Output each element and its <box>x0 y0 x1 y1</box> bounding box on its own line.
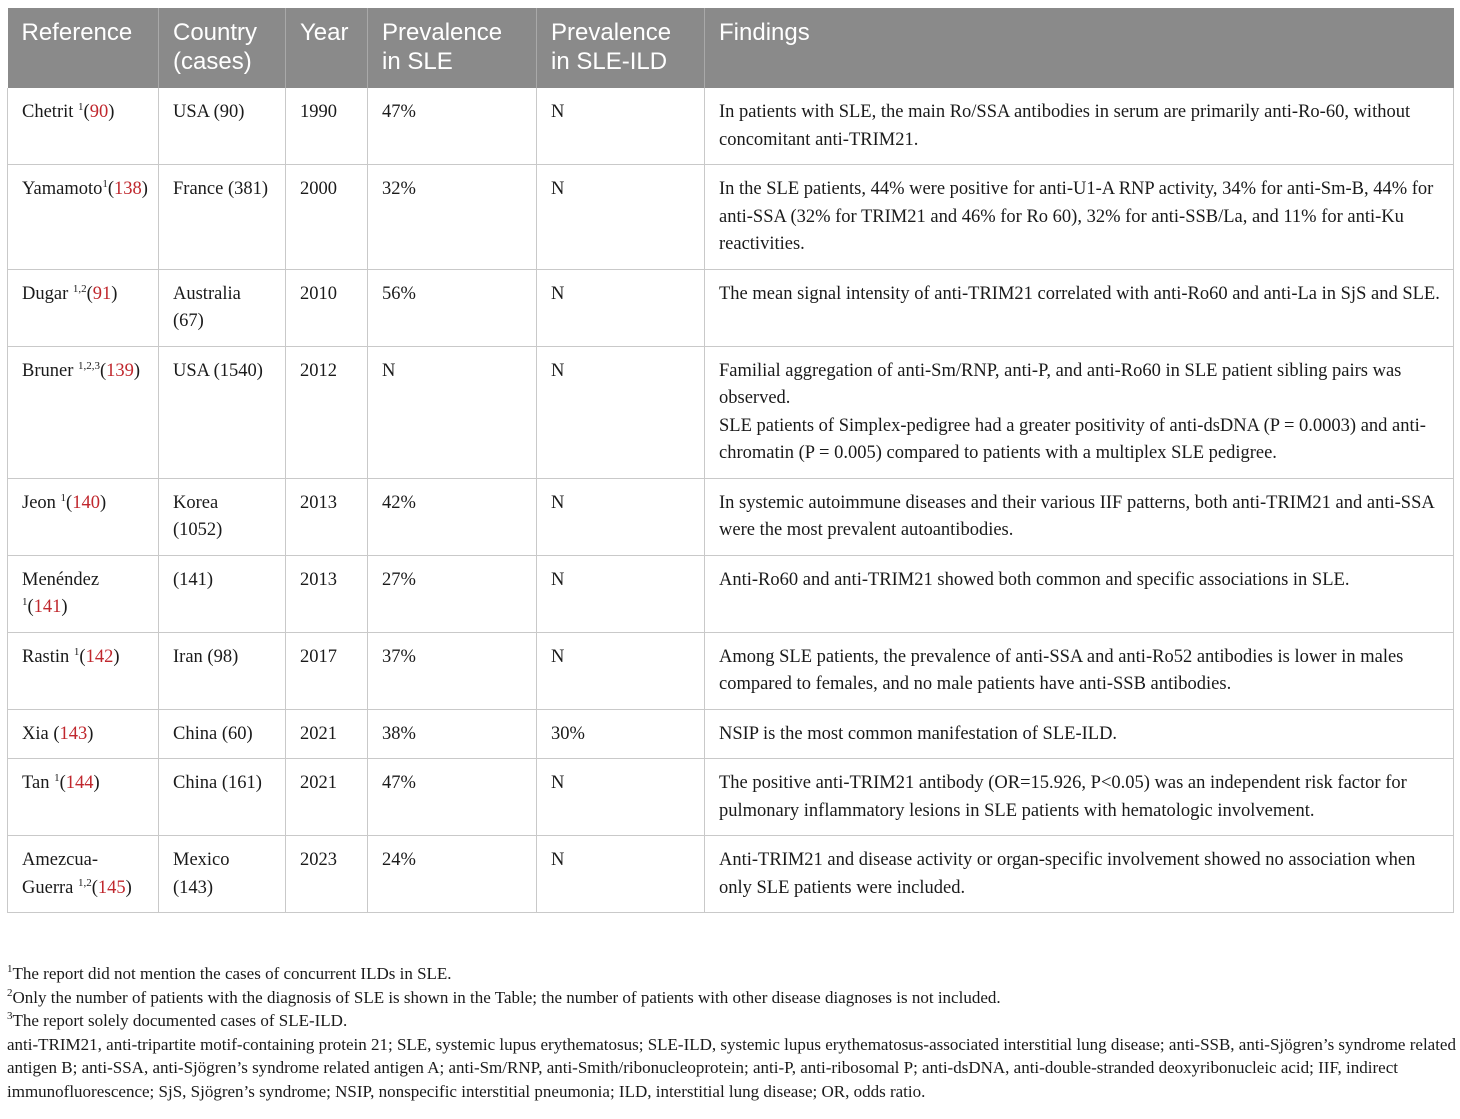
reference-cell: Xia (143) <box>8 709 159 759</box>
year-cell: 2021 <box>286 759 368 836</box>
findings-cell <box>705 836 1454 913</box>
year-cell: 2013 <box>286 478 368 555</box>
reference-cell: Dugar $^{1,2}$(91) <box>8 269 159 346</box>
country-cell: China (161) <box>159 759 286 836</box>
reference-cell: Chetrit $^1$(90) <box>8 88 159 165</box>
footnote-text: Only the number of patients with the diagnosis of SLE is shown in the Table; the number of patients with other disease diagnoses is not included. <box>12 987 1001 1007</box>
reference-footnote-mark: 1,2 <box>72 282 87 295</box>
reference-cell: Tan $^1$(144) <box>8 759 159 836</box>
prevalence-sle-cell: 24% <box>368 836 537 913</box>
table-row <box>8 632 1454 709</box>
reference-footnote-mark: 1 <box>102 178 108 190</box>
table-row <box>8 555 1454 632</box>
footnote-text: The report solely documented cases of SLE-ILD. <box>12 1011 348 1030</box>
footnotes <box>7 962 1459 1033</box>
table-row <box>8 269 1454 346</box>
footnote-mark: 1 <box>7 963 13 975</box>
year-cell: 2017 <box>286 632 368 709</box>
footnote-text: The report did not mention the cases of concurrent ILDs in SLE. <box>12 964 452 983</box>
prevalence-sle-ild-cell: N <box>537 759 705 836</box>
year-cell: 2010 <box>286 269 368 346</box>
data-table <box>7 8 1454 913</box>
footnote-mark: 2 <box>7 986 13 999</box>
country-cell: USA (90) <box>159 88 286 165</box>
footnote-mark: 3 <box>7 1010 13 1022</box>
reference-author: Menéndez <box>22 569 100 590</box>
findings-cell <box>705 709 1454 759</box>
reference-link[interactable]: 91 <box>92 283 112 304</box>
findings-cell <box>705 759 1454 836</box>
table-row <box>8 478 1454 555</box>
column-header-prevalence-sle-ild: Prevalence in SLE-ILD <box>537 8 705 88</box>
reference-author: Amezcua-Guerra <box>22 850 99 898</box>
findings-cell <box>705 555 1454 632</box>
reference-cell: Jeon $^1$(140) <box>8 478 159 555</box>
reference-cell: Yamamoto$^1$(138) <box>8 165 159 270</box>
column-header-year: Year <box>286 8 368 88</box>
table-row <box>8 165 1454 270</box>
reference-link[interactable]: 144 <box>65 773 94 793</box>
reference-author: Yamamoto <box>22 179 103 199</box>
table-row <box>8 88 1454 165</box>
findings-text: In the SLE patients, 44% were positive for anti-U1-A RNP activity, 34% for anti-Sm-B, 44% for anti-SSA (32% for TRIM21 and 46% for Ro 60), 32% for anti-SSB/La, and 11% for anti-Ku reactivities. <box>719 179 1434 254</box>
prevalence-sle-ild-cell: N <box>537 346 705 478</box>
prevalence-sle-ild-cell: 30% <box>537 709 705 759</box>
prevalence-sle-cell: 47% <box>368 88 537 165</box>
findings-cell <box>705 478 1454 555</box>
prevalence-sle-ild-cell: N <box>537 632 705 709</box>
year-cell: 2000 <box>286 165 368 270</box>
reference-link[interactable]: 145 <box>97 877 126 898</box>
column-header-reference: Reference <box>8 8 159 88</box>
reference-cell: Menéndez $^1$(141) <box>8 555 159 632</box>
year-cell: 2023 <box>286 836 368 913</box>
findings-text: Anti-TRIM21 and disease activity or organ-specific involvement showed no association when only SLE patients were included. <box>719 850 1416 898</box>
reference-link[interactable]: 142 <box>85 646 114 667</box>
reference-link[interactable]: 143 <box>59 723 88 744</box>
reference-author: Dugar <box>22 283 73 304</box>
prevalence-sle-cell: 38% <box>368 709 537 759</box>
year-cell: 2012 <box>286 346 368 478</box>
reference-cell: Rastin $^1$(142) <box>8 632 159 709</box>
year-cell: 2021 <box>286 709 368 759</box>
findings-text: Among SLE patients, the prevalence of anti-SSA and anti-Ro52 antibodies is lower in males compared to females, and no male patients have anti-SSB antibodies. <box>719 646 1404 694</box>
column-header-country: Country (cases) <box>159 8 286 88</box>
findings-text: In patients with SLE, the main Ro/SSA antibodies in serum are primarily anti-Ro-60, without concomitant anti-TRIM21. <box>719 102 1411 150</box>
prevalence-sle-ild-cell: N <box>537 478 705 555</box>
reference-link[interactable]: 140 <box>72 492 100 513</box>
reference-footnote-mark: 1 <box>54 772 60 784</box>
prevalence-sle-cell: N <box>368 346 537 478</box>
prevalence-sle-cell: 56% <box>368 269 537 346</box>
prevalence-sle-cell: 37% <box>368 632 537 709</box>
reference-cell: Amezcua-Guerra $^{1,2}$(145) <box>8 836 159 913</box>
prevalence-sle-ild-cell: N <box>537 836 705 913</box>
reference-footnote-mark: 1 <box>22 596 28 608</box>
header-row <box>8 8 1454 88</box>
reference-author: Chetrit <box>22 102 79 122</box>
reference-footnote-mark: 1 <box>60 491 67 504</box>
table-body <box>8 88 1454 913</box>
findings-cell <box>705 88 1454 165</box>
footnote <box>7 986 1459 1010</box>
findings-text: Anti-Ro60 and anti-TRIM21 showed both common and specific associations in SLE. <box>719 569 1350 590</box>
footnote <box>7 962 1459 986</box>
prevalence-sle-ild-cell: N <box>537 88 705 165</box>
country-cell: (141) <box>159 555 286 632</box>
table-row <box>8 346 1454 478</box>
reference-link[interactable]: 138 <box>114 179 142 199</box>
table-notes <box>7 962 1459 1103</box>
reference-author: Tan <box>22 773 55 793</box>
table-row <box>8 836 1454 913</box>
abbreviations-note: anti-TRIM21, anti-tripartite motif-containing protein 21; SLE, systemic lupus erythematosus; SLE-ILD, systemic lupus erythematosus-associated interstitial lung disease; anti-SSB, anti-Sjögren’s syndrome related antigen B; anti-SSA, anti-Sjögren’s syndrome related antigen A; anti-Sm/RNP, anti-Smith/ribonucleoprotein; anti-P, anti-ribosomal P; anti-dsDNA, anti-double-stranded deoxyribonucleic acid; IIF, indirect immunofluorescence; SjS, Sjögren’s syndrome; NSIP, nonspecific interstitial pneumonia; ILD, interstitial lung disease; OR, odds ratio. <box>7 1034 1456 1101</box>
country-cell: USA (1540) <box>159 346 286 478</box>
reference-author: Jeon <box>22 492 61 513</box>
findings-cell <box>705 165 1454 270</box>
prevalence-sle-ild-cell: N <box>537 269 705 346</box>
prevalence-sle-cell: 27% <box>368 555 537 632</box>
reference-author: Bruner <box>22 360 78 381</box>
reference-footnote-mark: 1,2,3 <box>78 359 100 372</box>
prevalence-sle-ild-cell: N <box>537 165 705 270</box>
column-header-findings: Findings <box>705 8 1454 88</box>
findings-text: In systemic autoimmune diseases and their various IIF patterns, both anti-TRIM21 and anti-SSA were the most prevalent autoantibodies. <box>719 492 1434 540</box>
table-row <box>8 759 1454 836</box>
reference-cell: Bruner $^{1,2,3}$(139) <box>8 346 159 478</box>
findings-cell <box>705 632 1454 709</box>
year-cell: 1990 <box>286 88 368 165</box>
reference-link[interactable]: 139 <box>106 360 134 381</box>
findings-cell <box>705 346 1454 478</box>
findings-cell <box>705 269 1454 346</box>
prevalence-sle-cell: 32% <box>368 165 537 270</box>
findings-text: The mean signal intensity of anti-TRIM21 correlated with anti-Ro60 and anti-La in SjS and SLE. <box>719 283 1440 304</box>
reference-link[interactable]: 90 <box>89 102 109 122</box>
country-cell: China (60) <box>159 709 286 759</box>
reference-author: Rastin <box>22 646 74 667</box>
column-header-prevalence-sle: Prevalence in SLE <box>368 8 537 88</box>
reference-footnote-mark: 1 <box>78 101 84 113</box>
findings-text: SLE patients of Simplex-pedigree had a greater positivity of anti-dsDNA (P = 0.0003) and anti-chromatin (P = 0.005) compared to patients with a multiplex SLE pedigree. <box>719 415 1426 463</box>
findings-text: The positive anti-TRIM21 antibody (OR=15.926, P<0.05) was an independent risk factor for pulmonary inflammatory lesions in SLE patients with hematologic involvement. <box>719 773 1407 821</box>
year-cell: 2013 <box>286 555 368 632</box>
footnote <box>7 1009 1459 1033</box>
findings-text: NSIP is the most common manifestation of SLE-ILD. <box>719 723 1118 744</box>
prevalence-sle-cell: 47% <box>368 759 537 836</box>
country-cell: France (381) <box>159 165 286 270</box>
country-cell: Iran (98) <box>159 632 286 709</box>
reference-footnote-mark: 1,2 <box>77 876 92 889</box>
table-row <box>8 709 1454 759</box>
reference-author: Xia <box>22 723 54 744</box>
country-cell: Korea (1052) <box>159 478 286 555</box>
reference-footnote-mark: 1 <box>73 645 80 658</box>
country-cell: Mexico (143) <box>159 836 286 913</box>
findings-text: Familial aggregation of anti-Sm/RNP, anti-P, and anti-Ro60 in SLE patient sibling pairs was observed. <box>719 360 1402 408</box>
prevalence-sle-cell: 42% <box>368 478 537 555</box>
country-cell: Australia (67) <box>159 269 286 346</box>
reference-link[interactable]: 141 <box>33 597 62 617</box>
prevalence-sle-ild-cell: N <box>537 555 705 632</box>
